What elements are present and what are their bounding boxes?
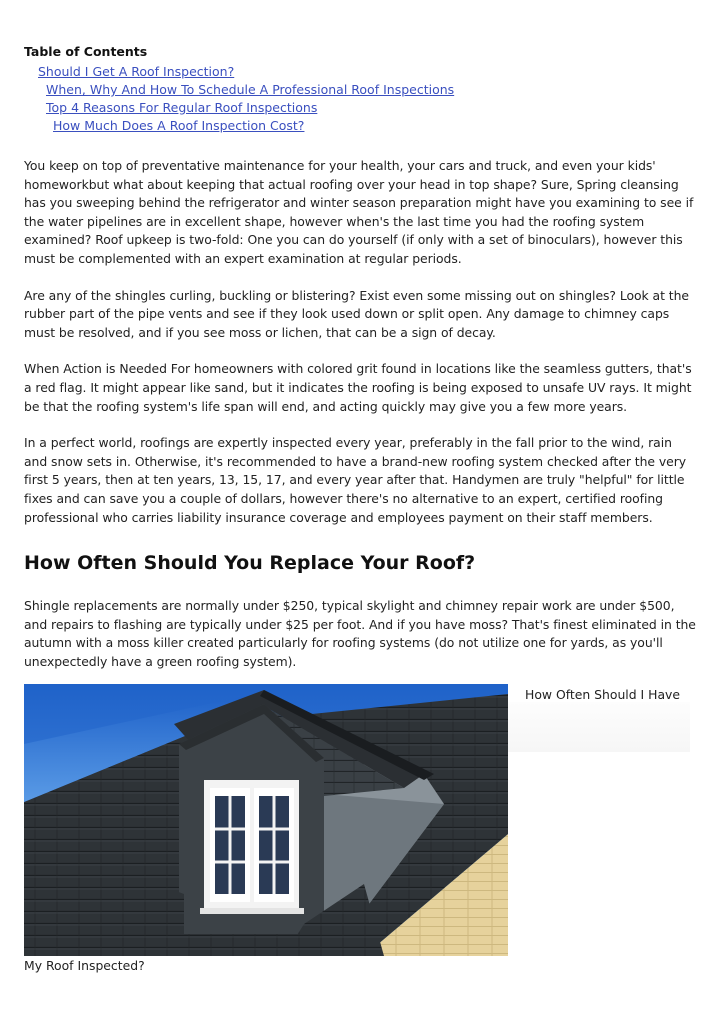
caption-shade bbox=[508, 702, 690, 752]
toc-link-should-i-get-inspection[interactable]: Should I Get A Roof Inspection? bbox=[38, 64, 235, 79]
figure-caption-right-text: How Often Should I Have bbox=[525, 687, 680, 702]
roof-figure bbox=[24, 684, 690, 976]
paragraph-inspection-schedule: In a perfect world, roofings are expertly inspected every year, preferably in the fall prior to the wind, rain and snow sets in. Otherwise, it's recommended to have a brand-new roofing system checked after the very first 5 years, then at ten years, 13, 15, 17, and every year after that. Handymen are truly "helpful" for little fixes and can save you a couple of dollars, however there's no alternative to an expert, certified roofing professional who carries liability insurance coverage and employees payment on their staff members. bbox=[24, 435, 687, 525]
article bbox=[24, 44, 696, 671]
toc-link-inspection-cost[interactable]: How Much Does A Roof Inspection Cost? bbox=[53, 118, 305, 133]
paragraph-action-needed: When Action is Needed For homeowners with colored grit found in locations like the seamless gutters, that's a red flag. It might appear like sand, but it indicates the roofing is being exposed to unsafe UV rays. It might be that the roofing system's life span will end, and acting quickly may give you a few more years. bbox=[24, 361, 692, 414]
roof-dormer-photo bbox=[24, 684, 508, 956]
paragraph-shingles: Are any of the shingles curling, buckling or blistering? Exist even some missing out on shingles? Look at the rubber part of the pipe vents and see if they look used down or split open. Any damage to chimney caps must be resolved, and if you see moss or lichen, that can be a sign of decay. bbox=[24, 287, 689, 340]
toc-link-when-why-how[interactable]: When, Why And How To Schedule A Professional Roof Inspections bbox=[46, 82, 455, 97]
section-heading: How Often Should You Replace Your Roof? bbox=[24, 552, 476, 575]
toc-title: Table of Contents bbox=[24, 44, 148, 59]
toc-link-top-4-reasons[interactable]: Top 4 Reasons For Regular Roof Inspections bbox=[46, 100, 318, 115]
figure-caption-bottom: My Roof Inspected? bbox=[24, 956, 174, 976]
table-of-contents bbox=[24, 44, 696, 135]
paragraph-replacement-costs: Shingle replacements are normally under $250, typical skylight and chimney repair work are under $500, and repairs to flashing are typically under $25 per foot. And if you have moss? That's finest eliminated in the autumn with a moss killer created particularly for roofing systems (do not utilize one for yards, as you'll unexpectedly have a green roofing system). bbox=[24, 598, 696, 669]
paragraph-intro: You keep on top of preventative maintenance for your health, your cars and truck, and even your kids' homeworkbut what about keeping that actual roofing over your head in top shape? Sure, Spring cleansing has you sweeping behind the refrigerator and winter season preparation might have you examining to see if the water pipelines are in excellent shape, however when's the last time you had the roofing system examined? Roof upkeep is two-fold: One you can do yourself (if only with a set of binoculars), however this must be complemented with an expert examination at regular periods. bbox=[24, 158, 694, 266]
